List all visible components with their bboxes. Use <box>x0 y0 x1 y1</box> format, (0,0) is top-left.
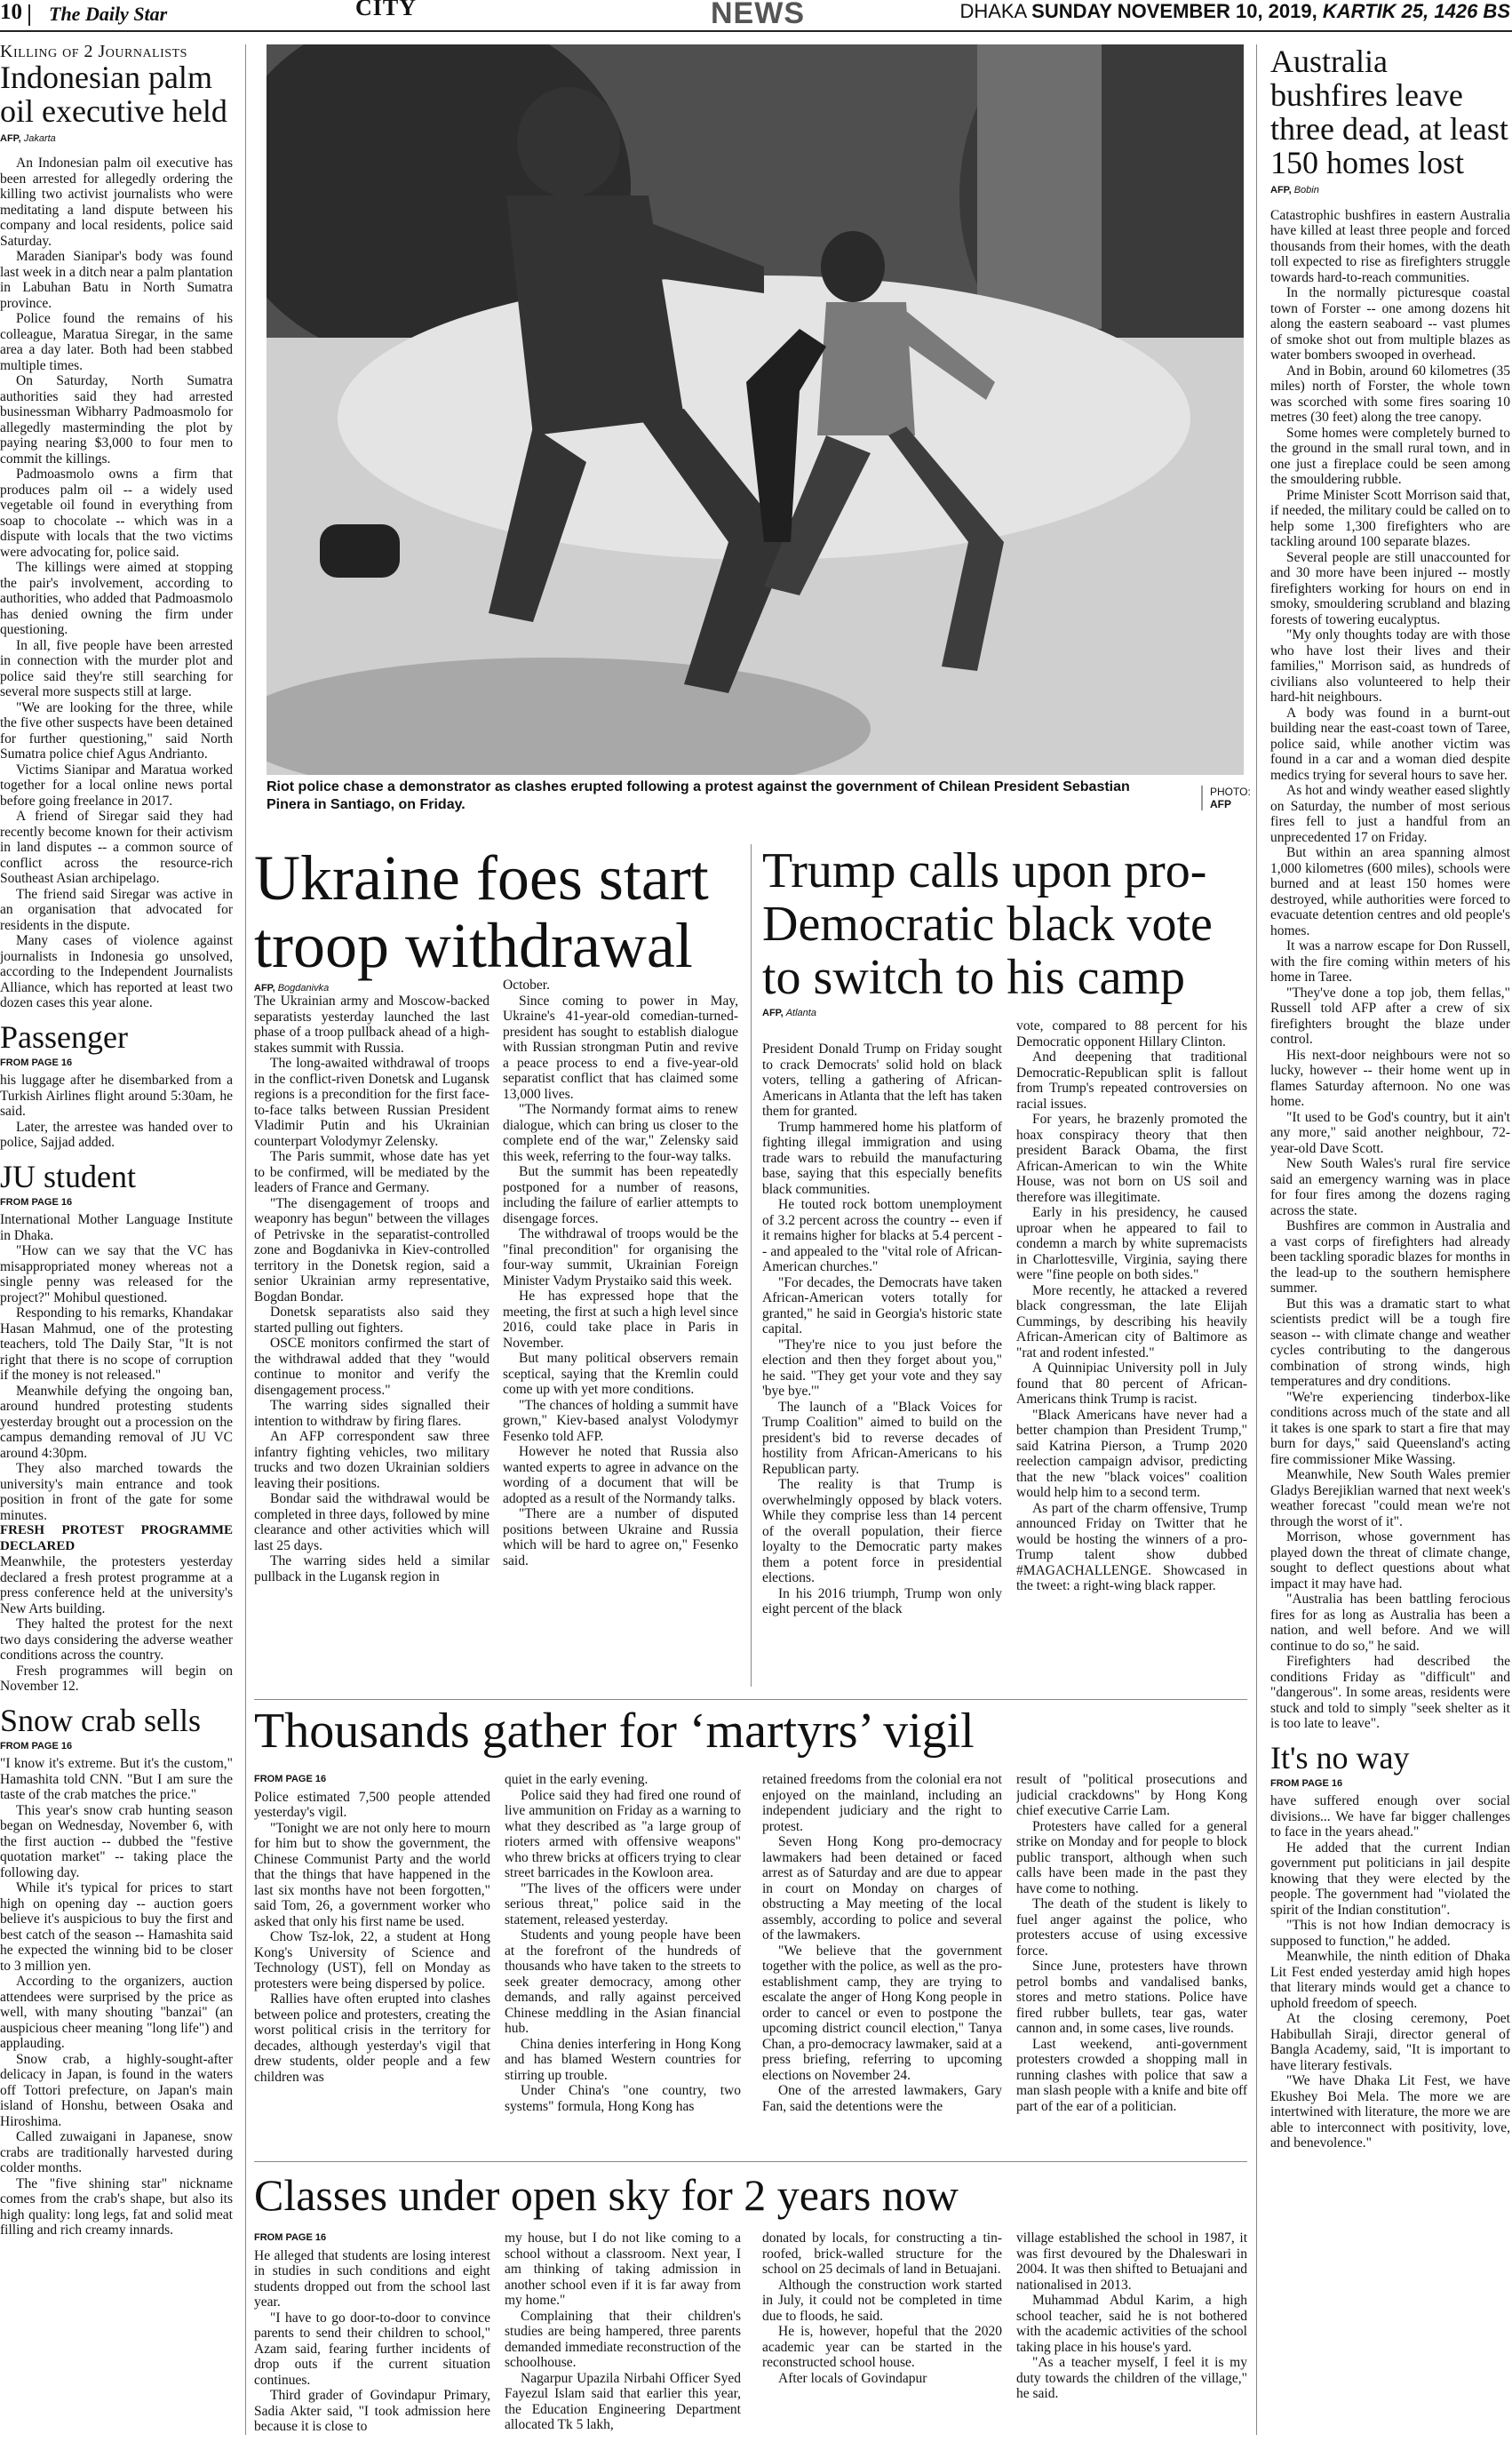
article-paragraph: More recently, he attacked a revered black congressman, the late Elijah Cummings, by describing his heavily African-American city of Baltimore as "rat and rodent infested." <box>1016 1282 1247 1361</box>
australia-headline: Australia bushfires leave three dead, at least 150 homes lost <box>1270 44 1508 180</box>
article-paragraph: The "five shining star" nickname comes from the crab's shape, but also its high quality: long legs, fat and solid meat filling and rich creamy innards. <box>0 2175 233 2238</box>
page-header <box>0 0 1512 32</box>
martyrs-jump: FROM PAGE 16 <box>254 1774 327 1784</box>
article-paragraph: But within an area spanning almost 1,000 kilometres (600 miles), schools were burned and at least 150 homes were destroyed, while authorities were forced to evacuate detention centres and old people's homes. <box>1270 845 1510 938</box>
page-number: 10 <box>0 0 22 24</box>
section-rule <box>254 1699 1247 1700</box>
article-paragraph: But many political observers remain sceptical, saying that the Kremlin could come up with yet more conditions. <box>503 1351 738 1397</box>
article-paragraph: He has expressed hope that the meeting, the first at such a high level since 2016, could take place in Paris in November. <box>503 1289 738 1351</box>
article-paragraph: Called zuwaigani in Japanese, snow crabs are traditionally harvested during colder months. <box>0 2129 233 2175</box>
article-paragraph: Under China's "one country, two systems" formula, Hong Kong has <box>505 2083 741 2114</box>
noway-jump: FROM PAGE 16 <box>1270 1777 1343 1789</box>
article-paragraph: President Donald Trump on Friday sought to crack Democrats' solid hold on black voters, telling a gathering of African-Americans in Atlanta that the left has taken them for granted. <box>762 1041 1002 1119</box>
dateline <box>959 0 1510 23</box>
article-paragraph: As hot and windy weather eased slightly on Saturday, the number of most serious fires fell to just a handful from an unprecedented 17 on Friday. <box>1270 783 1510 845</box>
article-paragraph: Maraden Sianipar's body was found last week in a ditch near a palm plantation in Labuhan Batu in North Sumatra province. <box>0 249 233 311</box>
article-paragraph: Catastrophic bushfires in eastern Australia have killed at least three people and forced thousands from their homes, with the death toll expected to rise as firefighters struggle towards hard-to-reach communities. <box>1270 207 1510 285</box>
article-paragraph: Nagarpur Upazila Nirbahi Officer Syed Fayezul Islam said that earlier this year, the Education Engineering Department allocated Tk 5 lakh, <box>505 2370 741 2432</box>
trump-headline: Trump calls upon pro-Democratic black vote to switch to his camp <box>762 843 1213 1005</box>
ju-headline: JU student <box>0 1158 136 1194</box>
article-paragraph: Several people are still unaccounted for and 30 more have been injured -- mostly firefighters working for hours on end in smoky, smouldering scrubland and blazing forests of towering eucalyptus. <box>1270 549 1510 627</box>
article-paragraph: He is, however, hopeful that the 2020 academic year can be started in the reconstructed school house. <box>762 2324 1002 2370</box>
palm-kicker: Killing of 2 Journalists <box>0 44 187 61</box>
article-paragraph: Since June, protesters have thrown petrol bombs and vandalised banks, stores and metro stations. Police have fired rubber bullets, tear gas, water cannon and, in some cases, live rounds. <box>1016 1959 1247 2036</box>
article-paragraph: "We have Dhaka Lit Fest, we have Ekushey Boi Mela. The more we are intertwined with literature, the more we are able to interconnect with positivity, love, and benevolence." <box>1270 2073 1510 2151</box>
article-paragraph: Fresh programmes will begin on November 12. <box>0 1663 233 1694</box>
article-paragraph: International Mother Language Institute in Dhaka. <box>0 1212 233 1243</box>
article-paragraph: "My only thoughts today are with those who have lost their lives and their families," Morrison said, as hundreds of civilians also volunteered to help their hard-hit neighbours. <box>1270 627 1510 705</box>
article-paragraph: An Indonesian palm oil executive has been arrested for allegedly ordering the killing two activist journalists who were meditating a land dispute between his company and local residents, police said Saturday. <box>0 156 233 249</box>
article-paragraph: Snow crab, a highly-sought-after delicacy in Japan, is found in the waters off Tottori prefecture, on Japan's main island of Honshu, between Osaka and Hiroshima. <box>0 2051 233 2129</box>
article-paragraph: "The disengagement of troops and weaponry has begun" between the villages of Petrivske in the separatist-controlled zone and Bogdanivka in Kiev-controlled territory in the Donetsk region, said a senior Ukrainian army representative, Bogdan Bondar. <box>254 1195 489 1305</box>
article-paragraph: OSCE monitors confirmed the start of the withdrawal added that they "would continue to monitor and verify the disengagement process." <box>254 1336 489 1398</box>
article-paragraph: However he noted that Russia also wanted experts to agree in advance on the wording of a document that will be adopted as a result of the Normandy talks. <box>503 1444 738 1506</box>
article-paragraph: He alleged that students are losing interest in studies in such conditions and eight students dropped out from the school last year. <box>254 2247 490 2310</box>
article-paragraph: "I have to go door-to-door to convince parents to send their children to school," Azam said, fearing further incidents of drop outs if the current situation continues. <box>254 2310 490 2388</box>
article-paragraph: Police found the remains of his colleague, Maratua Siregar, in the same area a day later. Both had been stabbed multiple times. <box>0 311 233 373</box>
article-paragraph: Morrison, whose government has played down the threat of climate change, sought to deflect questions about what impact it may have had. <box>1270 1529 1510 1592</box>
dateline-bangla: KARTIK 25, 1426 BS <box>1322 0 1510 22</box>
article-paragraph: October. <box>503 978 550 993</box>
article-paragraph: In all, five people have been arrested in connection with the murder plot and police said they're still searching for several more suspects still at large. <box>0 637 233 699</box>
article-paragraph: retained freedoms from the colonial era not enjoyed on the mainland, including an independent judiciary and the right to protest. <box>762 1772 1002 1834</box>
trump-article <box>762 844 1246 1027</box>
article-paragraph: "They're nice to you just before the election and then they forget about you," he said. "They get your vote and they say 'bye bye.'" <box>762 1337 1002 1399</box>
dateline-city: DHAKA <box>959 0 1027 22</box>
article-paragraph: "The lives of the officers were under serious threat," police said in the statement, released yesterday. <box>505 1880 741 1927</box>
classes-article <box>254 2168 1247 2222</box>
article-paragraph: Third grader of Govindapur Primary, Sadia Akter said, "I took admission here because it is close to <box>254 2388 490 2434</box>
article-paragraph: "There are a number of disputed positions between Ukraine and Russia which will be hard to agree on," Fesenko said. <box>503 1506 738 1568</box>
article-paragraph: And in Bobin, around 60 kilometres (35 miles) north of Forster, the whole town was scorched with some fires soaring 10 metres (30 feet) along the tree canopy. <box>1270 363 1510 425</box>
article-paragraph: Police estimated 7,500 people attended yesterday's vigil. <box>254 1789 490 1820</box>
article-paragraph: Trump hammered home his platform of fighting illegal immigration and using trade wars to rebuild the manufacturing base, saying that this especially benefits black communities. <box>762 1119 1002 1197</box>
trump-credit: AFP, Atlanta <box>762 1008 816 1018</box>
masthead-logo: The Daily Star <box>49 3 168 25</box>
article-paragraph: donated by locals, for constructing a tin-roofed, brick-walled structure for the school on 25 decimals of land in Betuajani. <box>762 2231 1002 2277</box>
article-paragraph: "This is not how Indian democracy is supposed to function," he added. <box>1270 1918 1510 1949</box>
article-paragraph: His next-door neighbours were not so lucky, however -- their home went up in flames Saturday afternoon. No one was home. <box>1270 1047 1510 1109</box>
article-paragraph: The launch of a "Black Voices for Trump Coalition" aimed to build on the president's bid to reverse decades of hostility from African-Americans to his Republican party. <box>762 1399 1002 1477</box>
article-paragraph: In the normally picturesque coastal town of Forster -- one among dozens hit along the eastern seaboard -- vast plumes of smoke shot out from multiple blazes as water bombers swooped in overhead. <box>1270 285 1510 363</box>
article-paragraph: The reality is that Trump is overwhelmingly opposed by black voters. While they comprise less than 14 percent of the overall population, their fierce loyalty to the Democratic party makes them a potent force in presidential elections. <box>762 1477 1002 1585</box>
martyrs-col-1 <box>254 1770 490 2152</box>
article-paragraph: On Saturday, North Sumatra authorities said they had arrested businessman Wibharry Padmoasmolo for allegedly masterminding the plot by paying nearing $3,000 to four men to commit the killings. <box>0 373 233 467</box>
classes-col-4 <box>1016 2231 1247 2442</box>
right-column <box>1270 44 1510 2442</box>
article-paragraph: Prime Minister Scott Morrison said that, if needed, the military could be called on to help some 1,300 firefighters who are tackling around 100 separate blazes. <box>1270 487 1510 549</box>
article-paragraph: Meanwhile, the ninth edition of Dhaka Lit Fest ended yesterday amid high hopes that literary minds would get a chance to uphold freedom of speech. <box>1270 1949 1510 2011</box>
article-paragraph: "They've done a top job, them fellas," Russell told AFP after a crew of six firefighters brought the blaze under control. <box>1270 985 1510 1047</box>
article-paragraph: Victims Sianipar and Maratua worked together for a local online news portal before going freelance in 2017. <box>0 762 233 809</box>
article-paragraph: Later, the arrestee was handed over to police, Sajjad added. <box>0 1119 233 1150</box>
article-paragraph: Meanwhile defying the ongoing ban, around hundred protesting students yesterday brought out a procession on the campus demanding removal of JU VC around 4:30pm. <box>0 1383 233 1461</box>
article-paragraph: This year's snow crab hunting season began on Wednesday, November 6, with the first auction -- dubbed the "festive quotation market" -- taking place the following day. <box>0 1802 233 1880</box>
section-rule <box>254 2161 1247 2162</box>
left-column <box>0 44 233 2442</box>
article-paragraph: It was a narrow escape for Don Russell, with the fire coming within meters of his home in Taree. <box>1270 938 1510 985</box>
article-paragraph: Since coming to power in May, Ukraine's 41-year-old comedian-turned-president has sought to establish dialogue with Russian strongman Putin and revive a peace process to end a five-year-old separatist conflict that has claimed some 13,000 lives. <box>503 993 738 1102</box>
article-paragraph: While it's typical for prices to start high on opening day -- auction goers believe it's auspicious to buy the first and best catch of the season -- Hamashita said he expected the winning bid to be closer to 3 million yen. <box>0 1880 233 1974</box>
article-paragraph: have suffered enough over social divisions... We have far bigger challenges to face in the years ahead." <box>1270 1793 1510 1839</box>
article-paragraph: "Australia has been battling ferocious fires for as long as Australia has been a nation, and well before. And we will continue to do so," he said. <box>1270 1592 1510 1654</box>
section-label-city: CITY <box>355 0 418 20</box>
article-paragraph: "We are looking for the three, while the five other suspects have been detained for further questioning," said North Sumatra police chief Agus Andrianto. <box>0 699 233 762</box>
article-paragraph: "The Normandy format aims to renew dialogue, which can bring us closer to the complete end of the war," Zelensky said this week, referring to the four-way talks. <box>503 1102 738 1164</box>
palm-headline: Indonesian palm oil executive held <box>0 59 227 129</box>
article-paragraph: "For decades, the Democrats have taken African-American voters totally for granted," he said in Georgia's historic state capital. <box>762 1274 1002 1337</box>
article-paragraph: result of "political prosecutions and judicial crackdowns" by Hong Kong chief executive Carrie Lam. <box>1016 1772 1247 1818</box>
article-paragraph: One of the arrested lawmakers, Gary Fan, said the detentions were the <box>762 2083 1002 2114</box>
article-paragraph: "We're experiencing tinderbox-like conditions across much of the state and all it takes is one spark to start a fire that may burn for days," said Queensland's acting fire commissioner Mike Wassing. <box>1270 1389 1510 1467</box>
article-paragraph: Firefighters had described the conditions Friday as "difficult" and "dangerous". In some areas, residents were stuck and told to simply "seek shelter as it is too late to leave". <box>1270 1654 1510 1731</box>
crab-body <box>0 1756 233 2238</box>
article-paragraph: "As a teacher myself, I feel it is my duty towards the children of the village," he said. <box>1016 2355 1247 2401</box>
ju-body-2 <box>0 1554 233 1695</box>
article-paragraph: The warring sides signalled their intention to withdraw by firing flares. <box>254 1398 489 1429</box>
noway-headline: It's no way <box>1270 1739 1410 1776</box>
article-paragraph: He added that the current Indian government put politicians in jail despite knowing that they were elected by the people. The government had "violated the spirit of the Indian constitution". <box>1270 1839 1510 1918</box>
article-paragraph: Students and young people have been at the forefront of the hundreds of thousands who have taken to the streets to seek greater democracy, among other demands, and rally against perceived Chinese meddling in the Asian financial hub. <box>505 1927 741 2036</box>
martyrs-article <box>254 1704 1247 1758</box>
article-paragraph: Rallies have often erupted into clashes between police and protesters, creating the worst political crisis in the territory for decades, although yesterday's vigil that drew students, older people and a few children was <box>254 1991 490 2085</box>
article-paragraph: Complaining that their children's studies are being hampered, three parents demanded immediate reconstruction of the schoolhouse. <box>505 2308 741 2370</box>
crab-headline: Snow crab sells <box>0 1702 201 1738</box>
article-paragraph: New South Wales's rural fire service said an emergency warning was in place for four fires among the dozens raging across the state. <box>1270 1156 1510 1218</box>
article-paragraph: And deepening that traditional Democratic-Republican split is fallout from Trump's repeated controversies on racial issues. <box>1016 1049 1247 1112</box>
article-paragraph: "It used to be God's country, but it ain't any more," said another neighbour, 72-year-old Dave Scott. <box>1270 1109 1510 1156</box>
column-rule <box>751 844 752 1687</box>
ukraine-headline: Ukraine foes start troop withdrawal <box>254 842 709 981</box>
article-paragraph: A body was found in a burnt-out building near the east-coast town of Taree, police said, while another victim was found in a car and a woman died despite medics trying for several hours to save her. <box>1270 705 1510 783</box>
article-paragraph: "Tonight we are not only here to mourn for him but to show the government, the Chinese Communist Party and the world that the things that have happened in the last six months have not been forgotten," said Tom, 26, a government worker who asked that only his first name be used. <box>254 1820 490 1929</box>
article-paragraph: Although the construction work started in July, it could not be completed in time due to floods, he said. <box>762 2277 1002 2324</box>
article-paragraph: "Black Americans have never had a better champion than President Trump," said Katrina Pierson, a Trump 2020 reelection campaign advisor, predicting that the new "black voices" coalition would help him to a second term. <box>1016 1407 1247 1500</box>
martyrs-col-3 <box>762 1772 1002 2152</box>
martyrs-headline: Thousands gather for ‘martyrs’ vigil <box>254 1704 975 1759</box>
article-paragraph: Bushfires are common in Australia and a vast corps of firefighters had already been tackling sporadic blazes for months in the lead-up to the southern hemisphere summer. <box>1270 1218 1510 1296</box>
article-paragraph: But this was a dramatic start to what scientists predict will be a tough fire season -- with climate change and weather cycles contributing to the dangerous combination of strong winds, high temperatures and dry conditions. <box>1270 1296 1510 1389</box>
palm-credit: AFP, Jakarta <box>0 132 56 144</box>
ju-subhead: FRESH PROTEST PROGRAMME DECLARED <box>0 1523 233 1553</box>
noway-body <box>1270 1793 1510 2151</box>
australia-body <box>1270 208 1510 1732</box>
classes-col-3 <box>762 2231 1002 2442</box>
section-label-news: NEWS <box>711 0 805 30</box>
article-paragraph: The Ukrainian army and Moscow-backed separatists yesterday launched the last phase of a troop pullback ahead of a high-stakes summit with Russia. <box>254 994 489 1056</box>
article-paragraph: Protesters have called for a general strike on Monday and for people to block public transport, although when such calls have been made in the past they have come to nothing. <box>1016 1818 1247 1896</box>
classes-col-2 <box>505 2231 741 2442</box>
article-paragraph: The withdrawal of troops would be the "final precondition" for organising the four-way summit, Ukrainian Foreign Minister Vadym Prystaiko said this week. <box>503 1226 738 1289</box>
article-paragraph: Early in his presidency, he caused uproar when he appeared to fail to condemn a march by white supremacists in Charlottesville, Virginia, saying there were "fine people on both sides." <box>1016 1205 1247 1282</box>
article-paragraph: A Quinnipiac University poll in July found that 80 percent of African-Americans think Trump is racist. <box>1016 1361 1247 1407</box>
passenger-body <box>0 1073 233 1151</box>
article-paragraph: my house, but I do not like coming to a school without a classroom. Next year, I am thinking of taking admission in another school even if it is far away from my home." <box>505 2231 741 2308</box>
passenger-jump: FROM PAGE 16 <box>0 1057 73 1068</box>
palm-body <box>0 156 233 1011</box>
article-paragraph: "I know it's extreme. But it's the custom," Hamashita told CNN. "But I am sure the taste of the crab matches the price." <box>0 1756 233 1802</box>
article-paragraph: Meanwhile, New South Wales premier Gladys Berejiklian warned that next week's weather forecast "could mean we're not through the worst of it". <box>1270 1467 1510 1529</box>
classes-jump: FROM PAGE 16 <box>254 2232 327 2243</box>
ukraine-col-2 <box>503 978 738 1696</box>
article-paragraph: Chow Tsz-lok, 22, a student at Hong Kong's University of Science and Technology (UST), fell on Monday as protesters were being dispersed by police. <box>254 1929 490 1991</box>
article-paragraph: Police said they had fired one round of live ammunition on Friday as a warning to what they described as "a large group of rioters armed with offensive weapons" who threw bricks at officers trying to clear street barricades in the Kowloon area. <box>505 1787 741 1880</box>
passenger-headline: Passenger <box>0 1018 128 1055</box>
article-paragraph: He touted rock bottom unemployment of 3.2 percent across the country -- even if it remains higher for blacks at 5.4 percent -- and appealed to the "vital role of African-American churches." <box>762 1197 1002 1274</box>
article-paragraph: Last weekend, anti-government protesters crowded a shopping mall in running clashes with police that saw a man slash people with a knife and bite off part of the ear of a politician. <box>1016 2036 1247 2114</box>
article-paragraph: For years, he brazenly promoted the hoax conspiracy theory that then president Barack Obama, the first African-American to win the White House, was not born on US soil and therefore was illegitimate. <box>1016 1112 1247 1205</box>
ju-jump: FROM PAGE 16 <box>0 1196 73 1208</box>
article-paragraph: quiet in the early evening. <box>505 1772 649 1787</box>
article-paragraph: "How can we say that the VC has misappropriated money whereas not a single penny was released for the project?" Mohibul questioned. <box>0 1243 233 1305</box>
trump-col-1 <box>762 1041 1002 1690</box>
article-paragraph: After locals of Govindapur <box>778 2370 927 2386</box>
article-paragraph: As part of the charm offensive, Trump announced Friday on Twitter that he would be hosting the winners of a pro-Trump talent show dubbed #MAGACHALLENGE. Showcased in the tweet: a right-wing black rapper. <box>1016 1500 1247 1593</box>
column-rule <box>1256 44 1257 2435</box>
article-paragraph: Seven Hong Kong pro-democracy lawmakers had been detained or faced arrest as of Saturday and are due to appear in court on Monday on charges of obstructing a May meeting of the local assembly, according to police and several of the lawmakers. <box>762 1834 1002 1943</box>
article-paragraph: China denies interfering in Hong Kong and has blamed Western countries for stirring up trouble. <box>505 2036 741 2083</box>
article-paragraph: The long-awaited withdrawal of troops in the conflict-riven Donetsk and Lugansk regions is a precondition for the first face-to-face talks between Russian President Vladimir Putin and his Ukrainian counterpart Volodymyr Zelensky. <box>254 1056 489 1149</box>
ju-body <box>0 1212 233 1523</box>
classes-col-1 <box>254 2229 490 2442</box>
martyrs-col-2 <box>505 1772 741 2152</box>
article-paragraph: Some homes were completely burned to the ground in the small rural town, and in one just a fireplace could be seen among the smouldering rubble. <box>1270 425 1510 487</box>
column-rule <box>245 44 246 2435</box>
article-paragraph: But the summit has been repeatedly postponed for a number of reasons, including the failure of earlier attempts to disengage forces. <box>503 1164 738 1226</box>
article-paragraph: Padmoasmolo owns a firm that produces palm oil -- a widely used vegetable oil found in everything from soap to chocolate -- which was in a dispute with locals that the two victims were advocating for, police said. <box>0 467 233 560</box>
article-paragraph: Responding to his remarks, Khandakar Hasan Mahmud, one of the protesting teachers, told The Daily Star, "It is not right that there is no scope of corruption if the money is not released." <box>0 1305 233 1383</box>
article-paragraph: Meanwhile, the protesters yesterday declared a fresh protest programme at a press conference held at the university's New Arts building. <box>0 1554 233 1616</box>
article-paragraph: The killings were aimed at stopping the pair's involvement, according to authorities, who added that Padmoasmolo has denied owning the firm under questioning. <box>0 560 233 637</box>
article-paragraph: The warring sides held a similar pullback in the Lugansk region in <box>254 1553 489 1584</box>
article-paragraph: village established the school in 1987, it was first devoured by the Dhaleswari in 2004. It was then shifted to Betuajani and nationalised in 2013. <box>1016 2231 1247 2293</box>
trump-col-2 <box>1016 1018 1247 1690</box>
ukraine-credit: AFP, Bogdanivka <box>254 983 330 994</box>
martyrs-col-4 <box>1016 1772 1247 2152</box>
riot-photo-image <box>267 44 1244 775</box>
article-paragraph: Donetsk separatists also said they started pulling out fighters. <box>254 1305 489 1336</box>
article-paragraph: The Paris summit, whose date has yet to be confirmed, will be mediated by the leaders of France and Germany. <box>254 1149 489 1195</box>
crab-jump: FROM PAGE 16 <box>0 1740 73 1752</box>
photo-credit: PHOTO: AFP <box>1201 786 1251 810</box>
article-paragraph: Muhammad Abdul Karim, a high school teacher, said he is not bothered with the academic activities of the school taking place in his house's yard. <box>1016 2293 1247 2355</box>
article-paragraph: According to the organizers, auction attendees were surprised by the price as well, with many shouting "banzai" (an auspicious cheer meaning "long life") and applauding. <box>0 1974 233 2051</box>
photo-caption: Riot police chase a demonstrator as clashes erupted following a protest against the government of Chilean President Sebastian Pinera in Santiago, on Friday. <box>267 779 1130 812</box>
article-paragraph: "The chances of holding a summit have grown," Kiev-based analyst Volodymyr Fesenko told AFP. <box>503 1397 738 1444</box>
article-paragraph: Bondar said the withdrawal would be completed in three days, followed by mine clearance and other activities which will last 25 days. <box>254 1491 489 1553</box>
australia-credit: AFP, Bobin <box>1270 185 1319 196</box>
ukraine-col-1 <box>254 994 489 1696</box>
article-paragraph: "We believe that the government together with the police, as well as the pro-establishment camp, they are trying to escalate the anger of Hong Kong people in order to cancel or even to postpone the upcoming district council election," Tanya Chan, a pro-democracy lawmaker, said at a press briefing, referring to upcoming elections on November 24. <box>762 1943 1002 2083</box>
article-paragraph: Many cases of violence against journalists in Indonesia go unsolved, according to the Independent Journalists Alliance, which has reported at least two dozen cases this year alone. <box>0 933 233 1010</box>
article-paragraph: vote, compared to 88 percent for his Democratic opponent Hillary Clinton. <box>1016 1018 1247 1049</box>
article-paragraph: They also marched towards the university's main entrance and took position in front of the gate for some minutes. <box>0 1461 233 1523</box>
header-divider <box>28 4 30 26</box>
article-paragraph: An AFP correspondent saw three infantry fighting vehicles, two military trucks and two dozen Ukrainian soldiers leaving their positions. <box>254 1429 489 1491</box>
article-paragraph: At the closing ceremony, Poet Habibullah Siraji, director general of Bangla Academy, said, "It is important to have literary festivals. <box>1270 2011 1510 2073</box>
dateline-date: SUNDAY NOVEMBER 10, 2019, <box>1031 0 1317 22</box>
article-paragraph: his luggage after he disembarked from a Turkish Airlines flight around 5:30am, he said. <box>0 1073 233 1119</box>
article-paragraph: A friend of Siregar said they had recently become known for their activism in land disputes -- a common source of conflict across the resource-rich Southeast Asian archipelago. <box>0 809 233 886</box>
article-paragraph: They halted the protest for the next two days considering the adverse weather conditions across the country. <box>0 1616 233 1663</box>
article-paragraph: The death of the student is likely to fuel anger against the police, who protesters accuse of using excessive force. <box>1016 1896 1247 1959</box>
classes-headline: Classes under open sky for 2 years now <box>254 2170 959 2220</box>
article-paragraph: In his 2016 triumph, Trump won only eight percent of the black <box>762 1585 1002 1616</box>
news-photo <box>267 44 1244 775</box>
article-paragraph: The friend said Siregar was active in an organisation that advocated for residents in the dispute. <box>0 886 233 933</box>
